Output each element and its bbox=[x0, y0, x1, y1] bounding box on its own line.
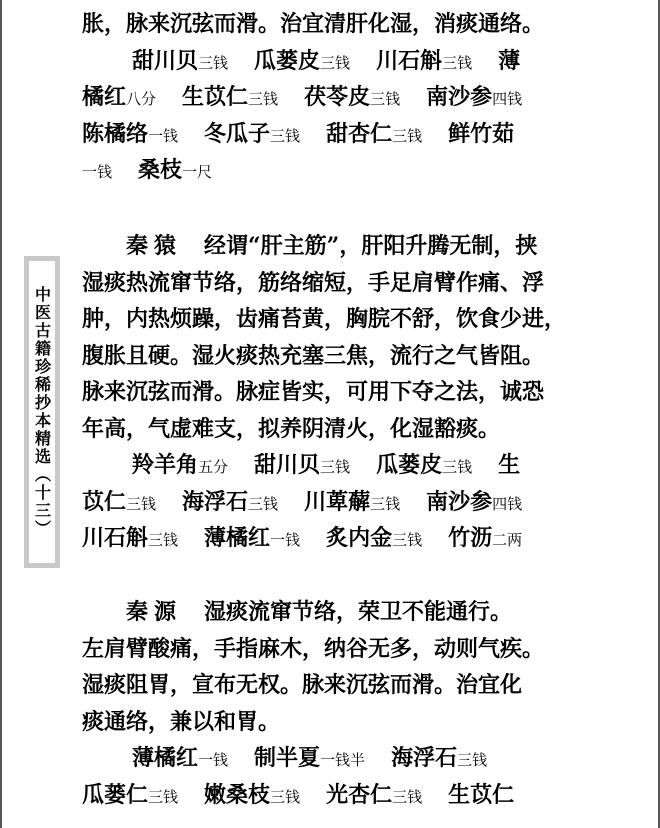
herb-item bbox=[376, 447, 472, 486]
herb-item bbox=[254, 447, 350, 486]
herb-item bbox=[326, 520, 422, 559]
case-text: 湿痰流窜节络，荣卫不能通行。 bbox=[204, 599, 513, 625]
herb-dose: 一钱 bbox=[198, 751, 229, 769]
herb-dose: 三钱 bbox=[320, 458, 351, 476]
herb-name: 瓜蒌仁 bbox=[82, 781, 149, 808]
herb-dose: 八分 bbox=[126, 90, 157, 108]
herb-item bbox=[391, 740, 487, 779]
herb-item bbox=[204, 116, 300, 155]
herb-item bbox=[82, 116, 178, 155]
herb-dose: 一钱 bbox=[148, 126, 179, 145]
herb-name: 甜杏仁 bbox=[326, 120, 393, 147]
herb-item bbox=[326, 116, 422, 155]
herb-item bbox=[82, 79, 156, 118]
herb-item bbox=[304, 484, 400, 523]
page-left-edge bbox=[0, 0, 2, 828]
herb-row bbox=[82, 447, 582, 484]
herb-row bbox=[82, 484, 582, 521]
herb-dose: 三钱 bbox=[392, 126, 423, 145]
herb-dose: 一钱半 bbox=[320, 751, 366, 769]
herb-dose: 三钱 bbox=[148, 531, 179, 549]
herb-item bbox=[132, 447, 228, 486]
herb-dose: 三钱 bbox=[198, 53, 229, 72]
herb-name: 生苡仁 bbox=[448, 781, 515, 808]
herb-dose: 三钱 bbox=[442, 458, 473, 476]
herb-dose: 三钱 bbox=[148, 787, 179, 806]
herb-row bbox=[82, 520, 582, 557]
herb-item bbox=[448, 777, 514, 814]
prescription-block-1 bbox=[82, 6, 582, 189]
herb-dose: 一钱 bbox=[270, 531, 301, 549]
herb-dose: 一钱 bbox=[82, 163, 113, 181]
herb-dose: 三钱 bbox=[248, 90, 279, 108]
case-first-line bbox=[82, 228, 582, 265]
herb-name: 桑枝 bbox=[138, 157, 183, 183]
herb-name: 羚羊角 bbox=[132, 452, 199, 478]
herb-item bbox=[376, 43, 472, 82]
herb-dose: 三钱 bbox=[457, 751, 488, 769]
herb-item bbox=[82, 152, 112, 191]
text-line: 湿痰热流窜节络，筋络缩短，手足肩臂作痛、浮 bbox=[82, 269, 545, 296]
herb-dose: 一尺 bbox=[182, 163, 213, 181]
herb-item bbox=[204, 777, 300, 816]
text-line: 胀，脉来沉弦而滑。治宜清肝化湿，消痰通络。 bbox=[82, 11, 545, 37]
text-line: 湿痰阻胃，宣布无权。脉来沉弦而滑。治宜化 bbox=[82, 672, 523, 698]
herb-name: 生苡仁 bbox=[182, 84, 249, 110]
herb-name: 南沙参 bbox=[426, 488, 493, 515]
herb-row bbox=[82, 777, 582, 814]
herb-item bbox=[204, 520, 300, 559]
herb-item bbox=[132, 43, 228, 82]
herb-dose: 三钱 bbox=[442, 53, 473, 72]
herb-dose: 三钱 bbox=[270, 126, 301, 145]
herb-dose: 五分 bbox=[198, 458, 229, 476]
herb-name: 生 bbox=[498, 452, 521, 478]
herb-name: 瓜蒌皮 bbox=[254, 47, 321, 74]
herb-dose: 四钱 bbox=[492, 494, 523, 513]
herb-dose: 三钱 bbox=[392, 787, 423, 806]
herb-item bbox=[304, 79, 400, 118]
herb-item bbox=[426, 484, 522, 523]
herb-item bbox=[182, 79, 278, 118]
herb-item bbox=[448, 520, 522, 559]
herb-name: 嫩桑枝 bbox=[204, 781, 271, 808]
herb-dose: 三钱 bbox=[270, 787, 301, 806]
side-tab bbox=[24, 256, 60, 568]
herb-row bbox=[82, 152, 582, 189]
herb-item bbox=[326, 777, 422, 816]
herb-name: 南沙参 bbox=[426, 84, 493, 110]
text-line: 左肩臂酸痛，手指麻木，纳谷无多，动则气疾。 bbox=[82, 635, 545, 662]
herb-item bbox=[182, 484, 278, 523]
herb-dose: 三钱 bbox=[392, 531, 423, 549]
herb-name: 茯苓皮 bbox=[304, 84, 371, 110]
herb-dose: 四钱 bbox=[492, 90, 523, 108]
text-line: 年高，气虚难支，拟养阴清火，化湿豁痰。 bbox=[82, 415, 501, 442]
herb-row bbox=[82, 79, 582, 116]
herb-item bbox=[448, 116, 514, 153]
herb-item bbox=[82, 484, 156, 523]
herb-name: 苡仁 bbox=[82, 488, 127, 515]
case-text: 经谓“肝主筋”，肝阳升腾无制，挟 bbox=[204, 233, 538, 259]
herb-name: 橘红 bbox=[82, 84, 127, 110]
herb-row bbox=[82, 740, 582, 777]
herb-item bbox=[82, 777, 178, 816]
herb-name: 炙内金 bbox=[326, 525, 393, 551]
herb-item bbox=[498, 43, 520, 80]
herb-name: 鲜竹茹 bbox=[448, 120, 515, 147]
case-block-3 bbox=[82, 594, 582, 813]
herb-dose: 三钱 bbox=[370, 90, 401, 108]
case-first-line bbox=[82, 594, 582, 631]
herb-item bbox=[132, 740, 228, 779]
case-block-2 bbox=[82, 228, 582, 557]
herb-dose: 二两 bbox=[492, 531, 523, 549]
herb-name: 制半夏 bbox=[254, 745, 321, 771]
herb-row bbox=[82, 116, 582, 153]
herb-name: 甜川贝 bbox=[254, 452, 321, 478]
text-line: 痰通络，兼以和胃。 bbox=[82, 708, 281, 735]
herb-name: 甜川贝 bbox=[132, 47, 199, 74]
herb-name: 瓜蒌皮 bbox=[376, 452, 443, 478]
side-tab-label: 中医古籍珍稀抄本精选（十三） bbox=[32, 286, 52, 538]
herb-name: 薄橘红 bbox=[132, 745, 199, 771]
herb-name: 海浮石 bbox=[391, 745, 458, 771]
herb-row bbox=[82, 43, 582, 80]
herb-name: 川石斛 bbox=[82, 525, 149, 551]
herb-dose: 三钱 bbox=[126, 494, 157, 513]
herb-dose: 三钱 bbox=[248, 494, 279, 513]
herb-name: 薄 bbox=[498, 47, 521, 74]
herb-item bbox=[426, 79, 522, 118]
case-name: 秦猿 bbox=[126, 233, 183, 259]
herb-item bbox=[82, 520, 178, 559]
herb-name: 川石斛 bbox=[376, 47, 443, 74]
text-line: 肿，内热烦躁，齿痛苔黄，胸脘不舒，饮食少进， bbox=[82, 306, 567, 332]
herb-item bbox=[498, 447, 520, 484]
side-tab-inner bbox=[29, 261, 55, 563]
text-line: 腹胀且硬。湿火痰热充塞三焦，流行之气皆阻。 bbox=[82, 342, 545, 369]
herb-item bbox=[254, 43, 350, 82]
text-line: 脉来沉弦而滑。脉症皆实，可用下夺之法，诚恐 bbox=[82, 379, 545, 405]
herb-item bbox=[254, 740, 365, 779]
herb-name: 海浮石 bbox=[182, 488, 249, 515]
herb-name: 竹沥 bbox=[448, 525, 493, 551]
herb-name: 薄橘红 bbox=[204, 525, 271, 551]
herb-dose: 三钱 bbox=[320, 53, 351, 72]
case-name: 秦源 bbox=[126, 599, 183, 625]
herb-item bbox=[138, 152, 212, 191]
herb-name: 陈橘络 bbox=[82, 120, 149, 147]
herb-name: 光杏仁 bbox=[326, 781, 393, 808]
herb-dose: 三钱 bbox=[370, 494, 401, 513]
herb-name: 冬瓜子 bbox=[204, 120, 271, 147]
herb-name: 川萆薢 bbox=[304, 488, 371, 515]
